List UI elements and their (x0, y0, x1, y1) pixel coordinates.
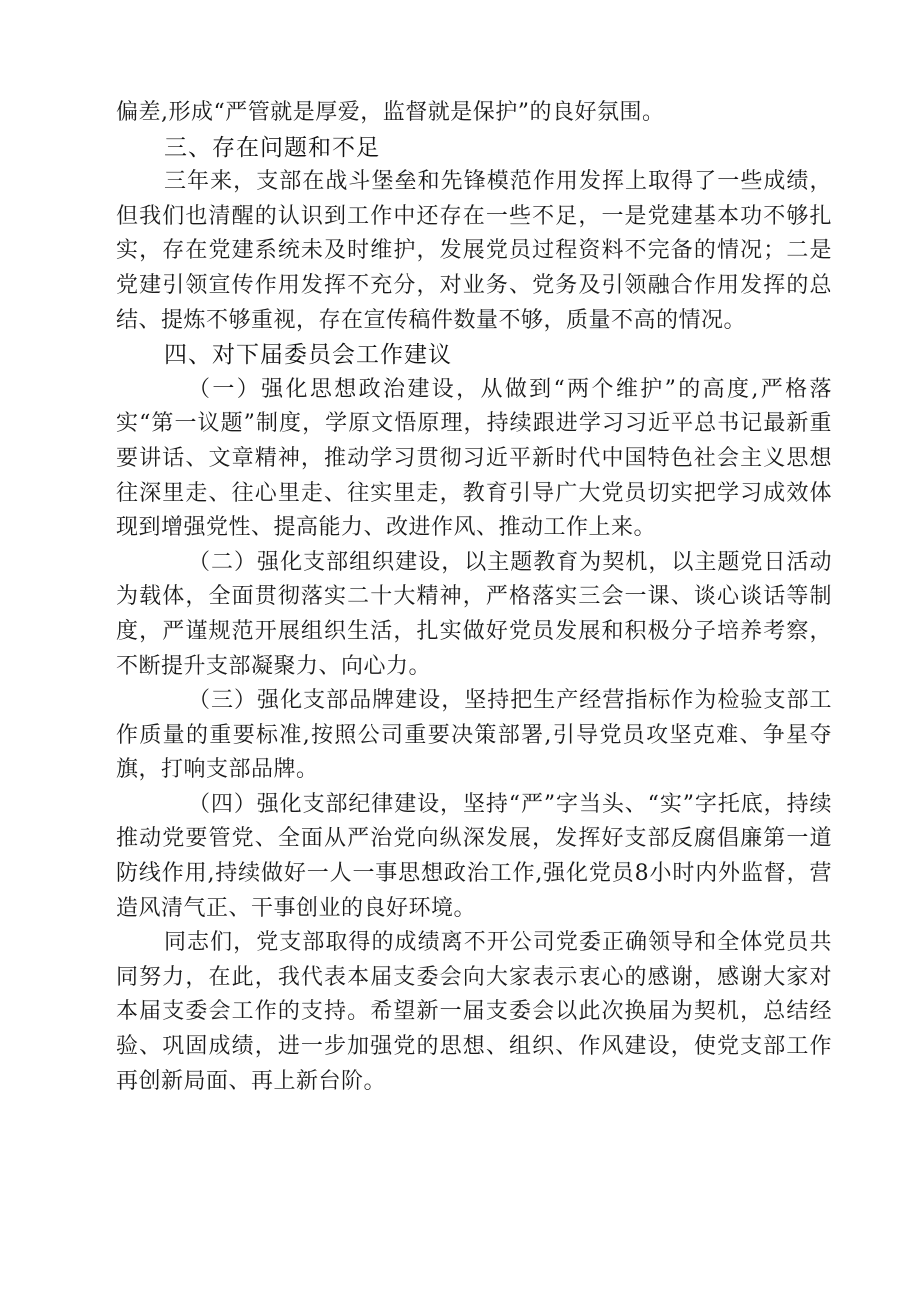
paragraph-continuation: 偏差,形成“严管就是厚爱，监督就是保护”的良好氛围。 (116, 100, 665, 125)
paragraph-closing: 同志们，党支部取得的成绩离不开公司党委正确领导和全体党员共同努力，在此，我代表本届支委会向大家表示衷心的感谢，感谢大家对本届支委会工作的支持。希望新一届支委会以此次换届为契机，总结经验、巩固成绩，进一步加强党的思想、组织、作风建设，使党支部工作再创新局面、再上新台阶。 (116, 930, 832, 1094)
section-heading-suggestions: 四、对下届委员会工作建议 (164, 342, 452, 369)
paragraph-suggestion-3: （三）强化支部品牌建设，坚持把生产经营指标作为检验支部工作质量的重要标准,按照公司重要决策部署,引导党员攻坚克难、争星夺旗，打响支部品牌。 (116, 688, 832, 783)
section-heading-problems: 三、存在问题和不足 (164, 134, 380, 161)
paragraph-suggestion-4: （四）强化支部纪律建设，坚持“严”字当头、“实”字托底，持续推动党要管党、全面从严治党向纵深发展，发挥好支部反腐倡廉第一道防线作用,持续做好一人一事思想政治工作,强化党员8小时内外监督，营造风清气正、干事创业的良好环境。 (116, 791, 832, 921)
paragraph-problems: 三年来，支部在战斗堡垒和先锋模范作用发挥上取得了一些成绩，但我们也清醒的认识到工作中还存在一些不足，一是党建基本功不够扎实，存在党建系统未及时维护，发展党员过程资料不完备的情况；二是党建引领宣传作用发挥不充分，对业务、党务及引领融合作用发挥的总结、提炼不够重视，存在宣传稿件数量不够，质量不高的情况。 (116, 169, 832, 333)
document-body (116, 96, 832, 1099)
paragraph-suggestion-2: （二）强化支部组织建设，以主题教育为契机，以主题党日活动为载体，全面贯彻落实二十大精神，严格落实三会一课、谈心谈话等制度，严谨规范开展组织生活，扎实做好党员发展和积极分子培养考察，不断提升支部凝聚力、向心力。 (116, 549, 832, 679)
paragraph-suggestion-1: （一）强化思想政治建设，从做到“两个维护”的高度,严格落实“第一议题”制度，学原文悟原理，持续跟进学习习近平总书记最新重要讲话、文章精神，推动学习贯彻习近平新时代中国特色社会主义思想往深里走、往心里走、往实里走，教育引导广大党员切实把学习成效体现到增强党性、提高能力、改进作风、推动工作上来。 (116, 376, 832, 541)
